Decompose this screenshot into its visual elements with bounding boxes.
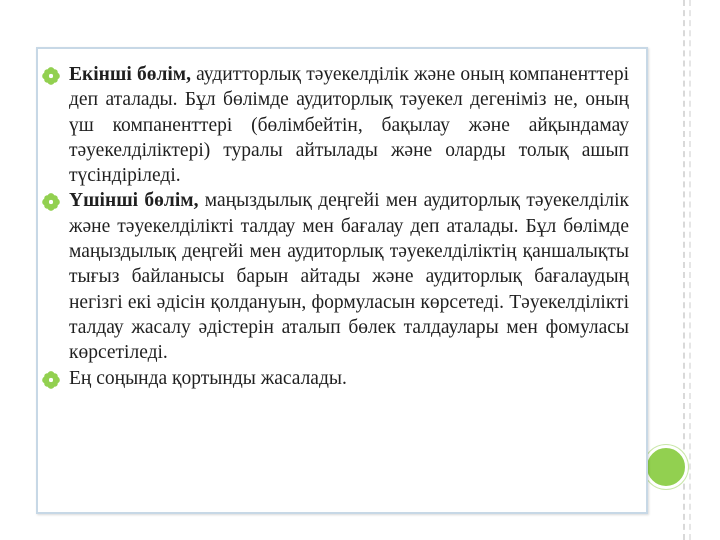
list-item [69, 366, 629, 391]
flower-bullet-icon [42, 371, 60, 389]
list-item-body: аудитторлық тәуекелділік және оның компаненттері деп аталады. Бұл бөлімде аудиторлық тәуекел дегеніміз не, оның үш компаненттері (бөлімбейтін, бақылау және айқындамау тәуекелділіктері) туралы айтылады және оларды толық ашып түсіндіріледі. [69, 64, 629, 187]
list-item-text [69, 366, 629, 391]
list-item-text [69, 62, 629, 188]
list-item-lead: Екінші бөлім, [69, 64, 191, 85]
list-item [69, 62, 629, 188]
list-item-text [69, 188, 629, 365]
flower-bullet-icon [42, 67, 60, 85]
decorative-green-circle [644, 445, 688, 489]
list-item-lead: Үшінші бөлім, [69, 190, 199, 212]
content-frame [36, 47, 648, 514]
flower-bullet-icon [42, 193, 60, 211]
list-item-body: маңыздылық деңгейі мен аудиторлық тәуекелділік және тәуекелділікті талдау мен бағалау деп аталады. Бұл бөлімде маңыздылық деңгейі мен аудиторлық тәуекелділіктің қаншалықты тығыз байланысы барын айтады және аудиторлық бағалаудың негізгі екі әдісін қолдануын, формуласын көрсетеді. Тәуекелділікті талдау жасалу әдістерін аталып бөлек талдаулары мен фомуласы көрсетіледі. [69, 190, 629, 364]
decorative-stitch-line [689, 0, 691, 540]
list-item-body: Ең соңында қортынды жасалады. [69, 367, 347, 389]
list-item [69, 188, 629, 365]
bullet-list [69, 62, 629, 391]
